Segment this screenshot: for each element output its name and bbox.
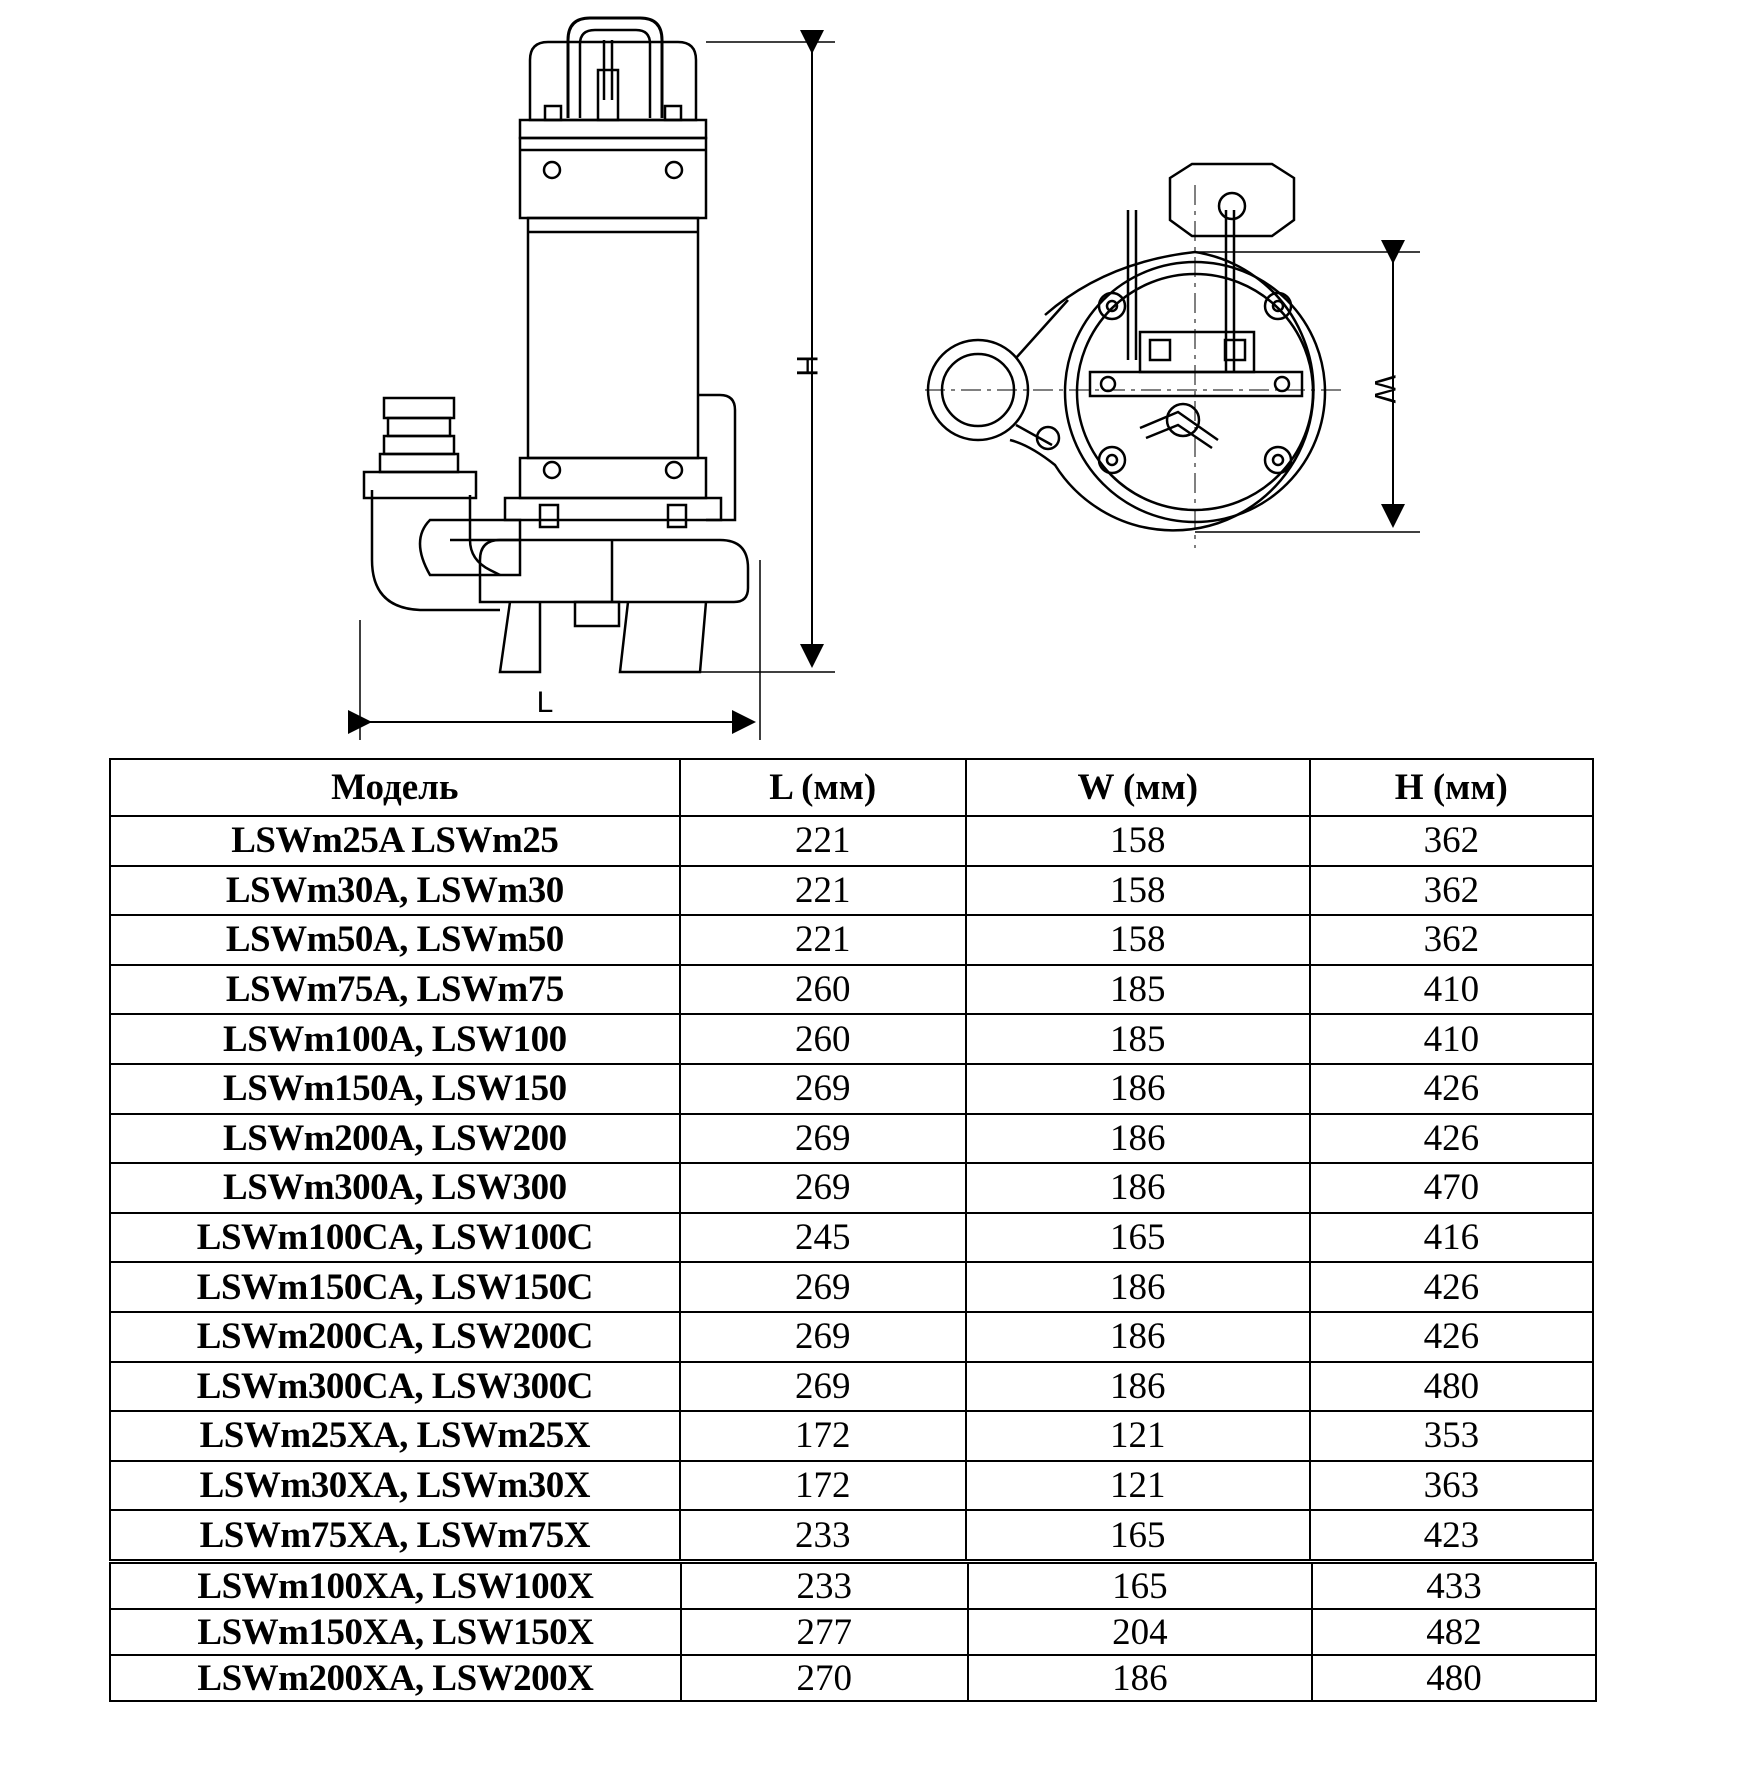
width-cell: 158 [966, 816, 1310, 866]
length-cell: 221 [680, 866, 966, 916]
width-cell: 158 [966, 915, 1310, 965]
height-cell: 482 [1312, 1609, 1596, 1655]
table-row [110, 1609, 1596, 1655]
model-cell: LSWm75XA, LSWm75X [110, 1510, 680, 1560]
table-row [110, 1312, 1593, 1362]
pump-side-view [360, 18, 835, 740]
height-cell: 362 [1310, 915, 1593, 965]
length-cell: 260 [680, 1014, 966, 1064]
table-row [110, 1163, 1593, 1213]
table-row [110, 866, 1593, 916]
model-cell: LSWm100XA, LSW100X [110, 1563, 681, 1609]
header-width: W (мм) [966, 759, 1310, 816]
table-row [110, 1362, 1593, 1412]
width-cell: 186 [966, 1064, 1310, 1114]
width-cell: 186 [966, 1114, 1310, 1164]
width-cell: 186 [966, 1362, 1310, 1412]
dimensions-table-continued [109, 1562, 1597, 1702]
width-cell: 186 [966, 1312, 1310, 1362]
width-cell: 185 [966, 965, 1310, 1015]
model-cell: LSWm25XA, LSWm25X [110, 1411, 680, 1461]
model-cell: LSWm30XA, LSWm30X [110, 1461, 680, 1511]
table-row [110, 1655, 1596, 1701]
width-cell: 165 [968, 1563, 1312, 1609]
table-row [110, 915, 1593, 965]
model-cell: LSWm150CA, LSW150C [110, 1262, 680, 1312]
header-model: Модель [110, 759, 680, 816]
model-cell: LSWm50A, LSWm50 [110, 915, 680, 965]
length-cell: 221 [680, 816, 966, 866]
model-cell: LSWm100A, LSW100 [110, 1014, 680, 1064]
length-cell: 269 [680, 1312, 966, 1362]
height-cell: 362 [1310, 866, 1593, 916]
pump-technical-drawings [0, 0, 1750, 760]
model-cell: LSWm30A, LSWm30 [110, 866, 680, 916]
model-cell: LSWm150XA, LSW150X [110, 1609, 681, 1655]
table-row [110, 1510, 1593, 1560]
height-cell: 480 [1312, 1655, 1596, 1701]
length-cell: 269 [680, 1064, 966, 1114]
width-cell: 165 [966, 1213, 1310, 1263]
length-cell: 269 [680, 1362, 966, 1412]
table-row [110, 1014, 1593, 1064]
table-row [110, 1461, 1593, 1511]
model-cell: LSWm25A LSWm25 [110, 816, 680, 866]
model-cell: LSWm200CA, LSW200C [110, 1312, 680, 1362]
width-cell: 186 [966, 1163, 1310, 1213]
height-cell: 426 [1310, 1064, 1593, 1114]
table-row [110, 1411, 1593, 1461]
length-cell: 172 [680, 1411, 966, 1461]
height-cell: 480 [1310, 1362, 1593, 1412]
height-cell: 353 [1310, 1411, 1593, 1461]
model-cell: LSWm150A, LSW150 [110, 1064, 680, 1114]
length-cell: 172 [680, 1461, 966, 1511]
table-header-row [110, 759, 1593, 816]
model-cell: LSWm200A, LSW200 [110, 1114, 680, 1164]
length-cell: 269 [680, 1114, 966, 1164]
table-row [110, 1064, 1593, 1114]
header-length: L (мм) [680, 759, 966, 816]
dimension-l-label: L [536, 686, 554, 719]
width-cell: 204 [968, 1609, 1312, 1655]
length-cell: 245 [680, 1213, 966, 1263]
length-cell: 269 [680, 1262, 966, 1312]
dimension-h-label: H [790, 355, 823, 377]
model-cell: LSWm300A, LSW300 [110, 1163, 680, 1213]
table-row [110, 1262, 1593, 1312]
height-cell: 426 [1310, 1312, 1593, 1362]
pump-top-view [925, 164, 1420, 548]
model-cell: LSWm100CA, LSW100C [110, 1213, 680, 1263]
height-cell: 470 [1310, 1163, 1593, 1213]
length-cell: 277 [681, 1609, 968, 1655]
dimensions-table [109, 758, 1594, 1561]
model-cell: LSWm200XA, LSW200X [110, 1655, 681, 1701]
width-cell: 165 [966, 1510, 1310, 1560]
table-row [110, 816, 1593, 866]
height-cell: 416 [1310, 1213, 1593, 1263]
height-cell: 426 [1310, 1262, 1593, 1312]
length-cell: 233 [681, 1563, 968, 1609]
width-cell: 121 [966, 1411, 1310, 1461]
width-cell: 186 [966, 1262, 1310, 1312]
height-cell: 362 [1310, 816, 1593, 866]
model-cell: LSWm75A, LSWm75 [110, 965, 680, 1015]
dimension-w-label: W [1368, 375, 1401, 404]
width-cell: 186 [968, 1655, 1312, 1701]
table-row [110, 1563, 1596, 1609]
table-row [110, 1114, 1593, 1164]
height-cell: 433 [1312, 1563, 1596, 1609]
width-cell: 158 [966, 866, 1310, 916]
length-cell: 260 [680, 965, 966, 1015]
height-cell: 426 [1310, 1114, 1593, 1164]
length-cell: 270 [681, 1655, 968, 1701]
header-height: H (мм) [1310, 759, 1593, 816]
length-cell: 269 [680, 1163, 966, 1213]
height-cell: 410 [1310, 1014, 1593, 1064]
height-cell: 410 [1310, 965, 1593, 1015]
width-cell: 185 [966, 1014, 1310, 1064]
length-cell: 221 [680, 915, 966, 965]
table-row [110, 965, 1593, 1015]
model-cell: LSWm300CA, LSW300C [110, 1362, 680, 1412]
height-cell: 363 [1310, 1461, 1593, 1511]
length-cell: 233 [680, 1510, 966, 1560]
width-cell: 121 [966, 1461, 1310, 1511]
height-cell: 423 [1310, 1510, 1593, 1560]
table-row [110, 1213, 1593, 1263]
